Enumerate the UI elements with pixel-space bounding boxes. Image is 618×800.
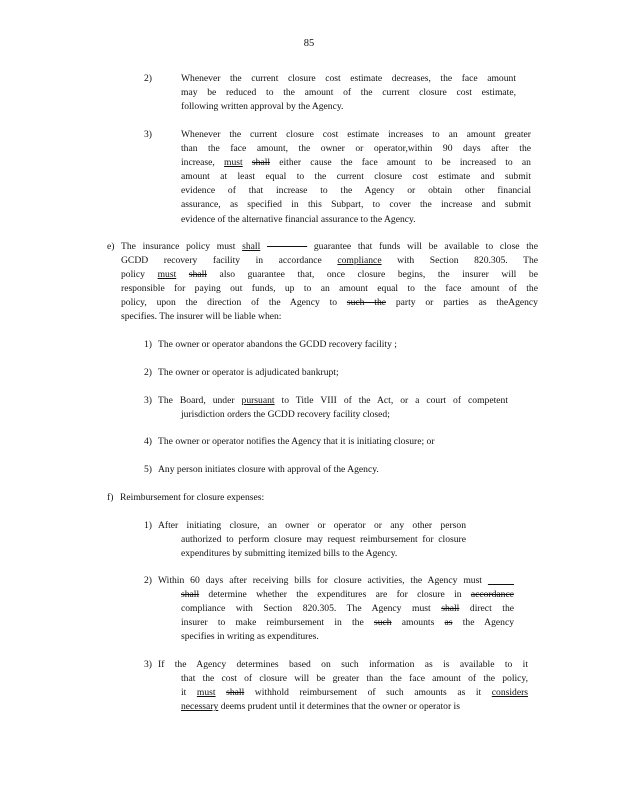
text-run: withhold reimbursement of such amounts as it [244,687,492,699]
paragraph-marker: 2) [144,73,152,84]
paragraph-marker: 4) [144,436,152,447]
text-line [121,310,538,324]
text-line [121,268,538,282]
paragraph-marker: 3) [144,129,152,140]
page-number: 85 [303,38,315,49]
text-run: Within 60 days after receiving bills for closure activities, the Agency must [158,575,488,586]
text-line [181,408,508,422]
struck-text: shall [188,269,207,281]
paragraph-text [158,519,466,561]
text-line [121,282,538,296]
inserted-text: shall [242,241,261,252]
paragraph-text [181,128,531,227]
text-run: authorized to perform closure may request reimbursement for closure [181,534,466,546]
text-run: either cause the face amount to be increased to an [270,157,531,169]
text-run: specifies in writing as expenditures. [181,631,319,643]
text-run: Whenever the current closure cost estimate increases to an amount greater [181,129,531,140]
text-run: increase, [181,157,225,169]
text-run: evidence of the alternative financial assurance to the Agency. [181,213,416,225]
paragraph-marker: 3) [144,395,152,406]
text-line [181,588,514,602]
text-run: following written approval by the Agency. [181,101,344,113]
text-run: the Agency [452,617,515,629]
text-run: The Board, under [158,395,242,406]
text-run: expenditures by submitting itemized bills to the Agency. [181,548,398,560]
text-run: amounts [391,617,445,629]
struck-text: such [373,617,392,629]
text-run [176,269,189,280]
text-run [243,157,252,168]
text-line [181,700,528,714]
text-line [181,533,466,547]
paragraph-text [181,72,516,114]
text-line [158,658,528,672]
text-line [181,686,528,700]
inserted-text: considers [491,687,528,699]
struck-text: such the [346,297,387,309]
text-run: that the cost of closure will be greater than the face amount of the policy, [181,673,528,685]
text-run: The owner or operator abandons the GCDD recovery facility ; [158,339,397,350]
struck-text: accordance [470,589,514,601]
paragraph-text [158,574,514,644]
text-line [181,170,531,184]
text-line [181,142,531,156]
paragraph-text [158,463,430,477]
paragraph-marker: 3) [144,659,152,670]
paragraph-text [158,658,528,714]
text-line [120,491,300,505]
text-run: guarantee that funds will be available to close the [307,241,538,252]
text-line [158,366,378,380]
paragraph-marker: 1) [144,520,152,531]
paragraph-text [158,338,503,352]
text-run: may be reduced to the amount of the current closure cost estimate, [181,87,516,99]
text-run: policy, upon the direction of the Agency to [121,297,347,309]
text-run: compliance with Section 820.305. The Agency must [181,603,442,615]
text-run: assurance, as specified in this Subpart, to cover the increase and submit [181,199,531,211]
paragraph-marker: 1) [144,339,152,350]
text-run [260,241,267,252]
text-run [216,687,227,698]
inserted-text: pursuant [241,395,275,406]
text-line [158,338,503,352]
text-line [181,198,531,212]
inserted-text [488,575,514,586]
text-line [121,240,538,254]
text-run: it [181,687,197,699]
text-line [181,672,528,686]
text-line [158,519,466,533]
text-run: specifies. The insurer will be liable when: [121,311,282,323]
text-line [158,435,508,449]
inserted-text: must [196,687,216,699]
text-line [181,72,516,86]
paragraph-text [158,366,378,380]
text-run: Reimbursement for closure expenses: [120,492,265,503]
inserted-text: necessary [181,701,219,713]
text-line [158,463,430,477]
text-line [181,630,514,644]
text-line [181,547,466,561]
text-run: GCDD recovery facility in accordance [121,255,338,267]
struck-text: as [444,617,453,629]
text-run: party or parties as theAgency [386,297,538,309]
struck-text: shall [181,589,200,601]
text-run: with Section 820.305. The [381,255,539,267]
text-line [121,296,538,310]
text-run: jurisdiction orders the GCDD recovery facility closed; [181,409,390,421]
paragraph-text [120,491,300,505]
paragraph-marker: e) [107,241,115,252]
text-run: than the face amount, the owner or operator,within 90 days after the [181,143,531,155]
text-run: The insurance policy must [121,241,243,252]
text-run: Whenever the current closure cost estimate decreases, the face amount [181,73,516,84]
text-run: evidence of that increase to the Agency or obtain other financial [181,185,531,197]
text-run: direct the [459,603,515,615]
text-run: also guarantee that, once closure begins, the insurer will be [206,269,538,281]
text-run: determine whether the expenditures are for closure in [199,589,471,601]
text-line [181,156,531,170]
text-run: The owner or operator notifies the Agency that it is initiating closure; or [158,436,435,447]
text-line [181,128,531,142]
text-line [181,100,516,114]
text-run: The owner or operator is adjudicated bankrupt; [158,367,339,378]
paragraph-marker: 5) [144,464,152,475]
text-run: to Title VIII of the Act, or a court of competent [274,395,508,406]
text-run: If the Agency determines based on such information as is available to it [158,659,528,670]
text-run: Any person initiates closure with approval of the Agency. [158,464,379,475]
inserted-text: compliance [337,255,382,267]
paragraph-marker: 2) [144,575,152,586]
text-run: insurer to make reimbursement in the [181,617,374,629]
text-line [158,394,508,408]
text-run: After initiating closure, an owner or operator or any other person [158,520,466,531]
struck-text [267,241,307,252]
struck-text: shall [226,687,245,699]
paragraph-text [158,394,508,422]
paragraph-marker: 2) [144,367,152,378]
paragraph-text [158,435,508,449]
inserted-text: must [224,157,243,169]
struck-text: shall [441,603,460,615]
struck-text: shall [251,157,271,169]
text-line [181,602,514,616]
text-run: responsible for paying out funds, up to an amount equal to the face amount of the [121,283,538,295]
text-line [181,184,531,198]
text-line [158,574,514,588]
text-line [121,254,538,268]
text-run: policy [121,269,158,281]
text-line [181,213,531,227]
text-run: deems prudent until it determines that the owner or operator is [218,701,460,713]
text-run: amount at least equal to the current closure cost estimate and submit [181,171,531,183]
text-line [181,86,516,100]
paragraph-text [121,240,538,325]
text-line [181,616,514,630]
paragraph-marker: f) [107,492,114,503]
inserted-text: must [157,269,177,281]
